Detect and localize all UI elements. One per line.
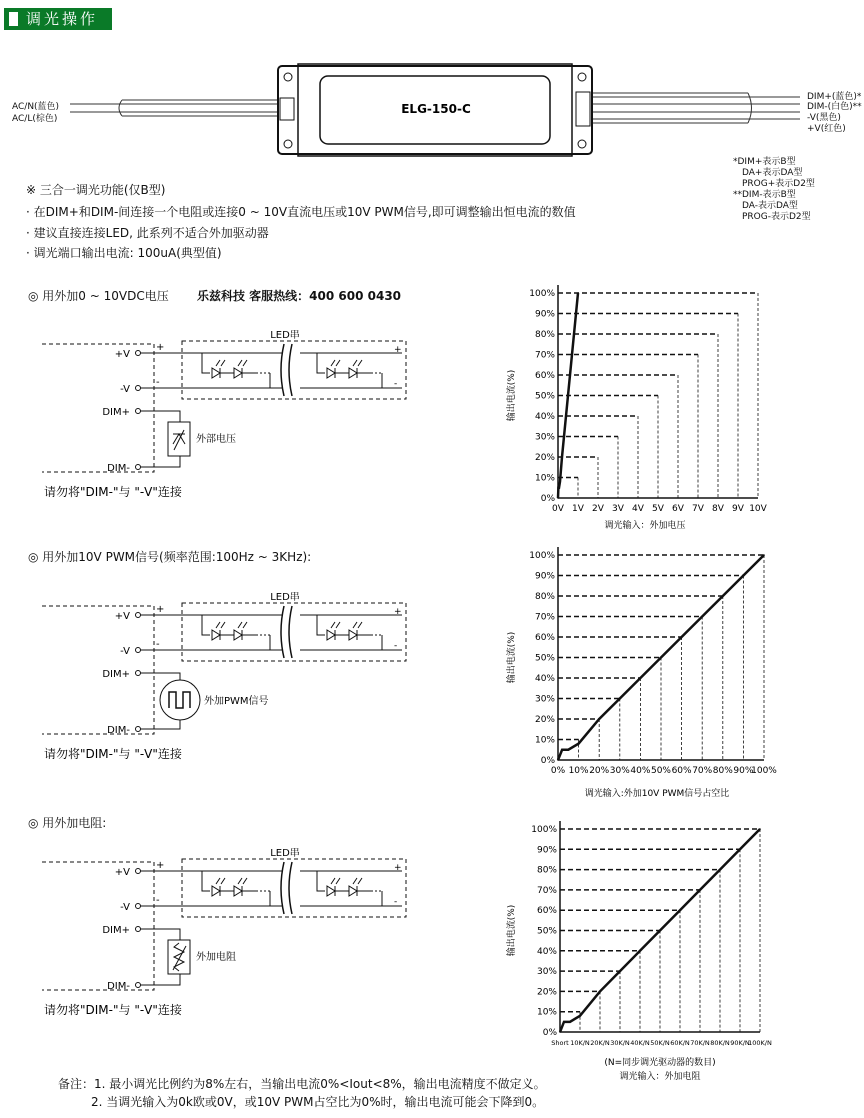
polarity-plus: + bbox=[394, 345, 402, 355]
y-tick-label: 10% bbox=[536, 1007, 557, 1018]
terminal-label-dim-pos: DIM+ bbox=[102, 669, 130, 680]
data-point bbox=[577, 292, 579, 294]
pwm-source-icon bbox=[160, 680, 200, 720]
polarity-minus: - bbox=[156, 377, 160, 388]
led-emission-icon bbox=[238, 622, 247, 628]
x-tick-label: 20% bbox=[589, 766, 610, 776]
wire-label-ac-l: AC/L(棕色) bbox=[12, 114, 58, 124]
break-mark bbox=[281, 862, 292, 914]
led-icon bbox=[212, 368, 220, 378]
y-tick-label: 50% bbox=[536, 926, 557, 937]
source-label: 外加电阻 bbox=[196, 952, 236, 963]
y-tick-label: 70% bbox=[536, 885, 557, 896]
data-point bbox=[557, 497, 559, 499]
chart-pwm-dimming bbox=[500, 545, 790, 801]
data-point bbox=[699, 889, 701, 891]
y-tick-label: 30% bbox=[534, 432, 555, 443]
led-icon bbox=[349, 886, 357, 896]
y-tick-label: 70% bbox=[534, 350, 555, 361]
x-axis-label: 调光输入:外加10V PWM信号占空比 bbox=[584, 789, 730, 799]
y-tick-label: 100% bbox=[531, 825, 557, 835]
y-tick-label: 60% bbox=[534, 633, 555, 643]
data-point bbox=[561, 749, 563, 751]
data-point bbox=[679, 909, 681, 911]
note-line: PROG+表示D2型 bbox=[742, 179, 815, 189]
y-tick-label: 70% bbox=[534, 612, 555, 623]
wire bbox=[202, 615, 210, 635]
data-point bbox=[763, 554, 765, 556]
wire bbox=[140, 411, 180, 422]
y-tick-label: 30% bbox=[534, 694, 555, 705]
note-line: *DIM+表示B型 bbox=[733, 157, 796, 167]
wire-label-dim-neg: DIM-(白色)** bbox=[807, 102, 862, 112]
y-axis-label: 输出电流(%) bbox=[507, 369, 517, 422]
data-point bbox=[579, 1015, 581, 1017]
polarity-plus: + bbox=[156, 342, 165, 353]
feature-item: · 调光端口输出电流: 100uA(典型值) bbox=[26, 246, 222, 260]
led-icon bbox=[327, 630, 335, 640]
note-line: DA+表示DA型 bbox=[742, 168, 803, 178]
data-point bbox=[739, 849, 741, 851]
polarity-plus: + bbox=[394, 607, 402, 617]
terminal-icon bbox=[136, 927, 141, 932]
led-emission-icon bbox=[353, 878, 362, 884]
features-title: ※ 三合一调光功能(仅B型) bbox=[26, 183, 166, 197]
data-point bbox=[659, 930, 661, 932]
data-point bbox=[599, 991, 601, 993]
y-tick-label: 80% bbox=[534, 592, 555, 602]
terminal-icon bbox=[136, 671, 141, 676]
led-emission-icon bbox=[353, 622, 362, 628]
y-tick-label: 100% bbox=[529, 289, 555, 299]
break-mark bbox=[281, 344, 292, 396]
data-point bbox=[568, 749, 570, 751]
x-tick-label: 5V bbox=[652, 504, 664, 514]
section-header bbox=[4, 8, 112, 30]
x-tick-label: 2V bbox=[592, 504, 604, 514]
y-tick-label: 50% bbox=[534, 391, 555, 402]
data-point bbox=[558, 487, 560, 489]
terminal-icon bbox=[136, 351, 141, 356]
led-icon bbox=[234, 630, 242, 640]
section-header-title: 调光操作 bbox=[26, 10, 99, 28]
driver-boundary bbox=[42, 862, 154, 990]
wire bbox=[202, 353, 210, 373]
terminal-label-pos-v: +V bbox=[114, 349, 130, 360]
x-tick-label: 0V bbox=[552, 504, 564, 514]
polarity-minus: - bbox=[394, 641, 398, 651]
data-point bbox=[578, 743, 580, 745]
polarity-plus: + bbox=[156, 604, 165, 615]
data-point bbox=[569, 374, 571, 376]
data-point bbox=[559, 1031, 561, 1033]
led-emission-icon bbox=[238, 360, 247, 366]
x-tick-label: 50K/N bbox=[650, 1039, 670, 1047]
y-tick-label: 0% bbox=[542, 1028, 557, 1038]
x-tick-label: 10% bbox=[568, 766, 589, 776]
data-point bbox=[598, 718, 600, 720]
led-icon bbox=[212, 886, 220, 896]
led-icon bbox=[327, 886, 335, 896]
led-icon bbox=[349, 368, 357, 378]
led-icon bbox=[327, 368, 335, 378]
x-tick-label: 9V bbox=[732, 504, 744, 514]
x-tick-label: 80K/N bbox=[710, 1039, 730, 1047]
x-tick-label: 80% bbox=[712, 766, 733, 776]
led-emission-icon bbox=[331, 878, 340, 884]
data-point bbox=[719, 869, 721, 871]
x-tick-label: 50% bbox=[650, 766, 672, 776]
y-tick-label: 20% bbox=[536, 987, 557, 998]
y-tick-label: 90% bbox=[534, 309, 555, 320]
x-tick-label: 40K/N bbox=[630, 1039, 650, 1047]
data-point bbox=[563, 436, 565, 438]
terminal-icon bbox=[136, 648, 141, 653]
note-line: DA-表示DA型 bbox=[742, 201, 798, 211]
y-tick-label: 90% bbox=[534, 571, 555, 582]
y-tick-label: 20% bbox=[534, 715, 555, 725]
cable-line bbox=[119, 100, 122, 116]
driver-boundary bbox=[42, 606, 154, 734]
terminal-icon bbox=[136, 409, 141, 414]
led-string-label: LED串 bbox=[270, 592, 300, 603]
y-tick-label: 80% bbox=[536, 865, 557, 876]
y-tick-label: 40% bbox=[534, 674, 555, 684]
wire bbox=[317, 353, 325, 373]
data-point bbox=[571, 354, 573, 356]
led-emission-icon bbox=[238, 878, 247, 884]
hotline-text: 乐兹科技 客服热线：400 600 0430 bbox=[197, 289, 402, 303]
x-tick-label: 3V bbox=[612, 504, 624, 514]
footnote: 备注：1. 最小调光比例约为8%左右，当输出电流0%<Iout<8%，输出电流精度不做定义。 bbox=[58, 1077, 546, 1091]
led-emission-icon bbox=[331, 360, 340, 366]
terminal-icon bbox=[136, 465, 141, 470]
resistor-icon bbox=[168, 940, 190, 974]
break-mark bbox=[281, 606, 292, 658]
wire bbox=[140, 929, 180, 940]
led-emission-icon bbox=[216, 622, 225, 628]
x-tick-label: 30K/N bbox=[610, 1039, 630, 1047]
polarity-minus: - bbox=[156, 639, 160, 650]
terminal-label-neg-v: -V bbox=[120, 384, 130, 395]
terminal-label-pos-v: +V bbox=[114, 611, 130, 622]
x-axis-label: 调光输入：外加电压 bbox=[604, 521, 686, 531]
driver-boundary bbox=[42, 344, 154, 472]
x-tick-label: 20K/N bbox=[590, 1039, 610, 1047]
y-tick-label: 10% bbox=[534, 473, 555, 484]
terminal-icon bbox=[136, 869, 141, 874]
wire-label-neg-v: -V(黑色) bbox=[807, 113, 841, 123]
data-point bbox=[619, 970, 621, 972]
warning-text: 请勿将"DIM-"与 "-V"连接 bbox=[44, 747, 182, 761]
led-icon bbox=[234, 886, 242, 896]
warning-text: 请勿将"DIM-"与 "-V"连接 bbox=[44, 485, 182, 499]
y-axis-label: 输出电流(%) bbox=[507, 631, 517, 684]
data-point bbox=[722, 595, 724, 597]
section-title: ◎ 用外加0 ~ 10VDC电压 bbox=[28, 289, 169, 303]
terminal-label-pos-v: +V bbox=[114, 867, 130, 878]
terminal-label-neg-v: -V bbox=[120, 646, 130, 657]
x-tick-label: 70% bbox=[692, 766, 713, 776]
warning-text: 请勿将"DIM-"与 "-V"连接 bbox=[44, 1003, 182, 1017]
chart-voltage-dimming bbox=[500, 282, 790, 532]
x-tick-label: 30% bbox=[609, 766, 630, 776]
dimming-circuit bbox=[30, 848, 450, 1048]
led-emission-icon bbox=[216, 878, 225, 884]
y-tick-label: 30% bbox=[536, 967, 557, 978]
data-point bbox=[559, 481, 561, 483]
x-tick-label: 0% bbox=[550, 766, 566, 776]
dimming-circuit bbox=[30, 330, 450, 530]
data-point bbox=[565, 415, 567, 417]
note-line: PROG-表示D2型 bbox=[742, 212, 811, 222]
source-label: 外部电压 bbox=[196, 434, 236, 445]
x-tick-label: Short bbox=[551, 1039, 569, 1047]
terminal-icon bbox=[136, 904, 141, 909]
data-point bbox=[759, 828, 761, 830]
polarity-plus: + bbox=[156, 860, 165, 871]
y-tick-label: 40% bbox=[536, 946, 557, 957]
y-tick-label: 10% bbox=[534, 735, 555, 746]
x-tick-label: 40% bbox=[630, 766, 651, 776]
data-point bbox=[640, 677, 642, 679]
x-axis-note: (N=同步调光驱动器的数目) bbox=[604, 1058, 716, 1068]
polarity-minus: - bbox=[394, 379, 398, 389]
x-tick-label: 90K/N bbox=[730, 1039, 750, 1047]
x-tick-label: 70K/N bbox=[690, 1039, 710, 1047]
x-tick-label: 60% bbox=[671, 766, 692, 776]
y-tick-label: 0% bbox=[540, 756, 555, 766]
y-tick-label: 100% bbox=[529, 551, 555, 561]
data-point bbox=[575, 313, 577, 315]
led-emission-icon bbox=[216, 360, 225, 366]
y-axis-label: 输出电流(%) bbox=[507, 904, 517, 957]
led-icon bbox=[212, 630, 220, 640]
x-tick-label: 90% bbox=[733, 766, 754, 776]
y-tick-label: 50% bbox=[534, 653, 555, 664]
y-tick-label: 40% bbox=[534, 412, 555, 422]
data-point bbox=[660, 657, 662, 659]
x-tick-label: 1V bbox=[572, 504, 584, 514]
note-line: **DIM-表示B型 bbox=[733, 190, 796, 200]
terminal-label-dim-neg: DIM- bbox=[107, 981, 130, 992]
model-label: ELG-150-C bbox=[401, 102, 471, 116]
feature-item: · 在DIM+和DIM-间连接一个电阻或连接0 ~ 10V直流电压或10V PWM信号,即可调整输出恒电流的数值 bbox=[26, 205, 576, 219]
led-icon bbox=[349, 630, 357, 640]
polarity-minus: - bbox=[394, 897, 398, 907]
wire bbox=[202, 871, 210, 891]
data-point bbox=[573, 333, 575, 335]
x-tick-label: 10V bbox=[749, 504, 767, 514]
terminal-icon bbox=[136, 727, 141, 732]
led-emission-icon bbox=[331, 622, 340, 628]
section-title: ◎ 用外加电阻: bbox=[28, 816, 107, 830]
wire-label-pos-v: +V(红色) bbox=[807, 124, 846, 134]
data-point bbox=[563, 1021, 565, 1023]
x-tick-label: 7V bbox=[692, 504, 704, 514]
y-tick-label: 20% bbox=[534, 453, 555, 463]
x-tick-label: 100K/N bbox=[748, 1039, 772, 1047]
data-point bbox=[619, 698, 621, 700]
x-tick-label: 8V bbox=[712, 504, 724, 514]
data-point bbox=[561, 456, 563, 458]
led-string-label: LED串 bbox=[270, 330, 300, 341]
data-point bbox=[681, 636, 683, 638]
polarity-plus: + bbox=[394, 863, 402, 873]
data-point bbox=[639, 950, 641, 952]
x-tick-label: 4V bbox=[632, 504, 644, 514]
terminal-icon bbox=[136, 386, 141, 391]
header-marker-icon bbox=[9, 12, 18, 26]
x-tick-label: 60K/N bbox=[670, 1039, 690, 1047]
data-point bbox=[567, 395, 569, 397]
wire-label-dim-pos: DIM+(蓝色)* bbox=[807, 92, 862, 102]
data-point bbox=[557, 759, 559, 761]
x-tick-label: 100% bbox=[751, 766, 777, 776]
feature-item: · 建议直接连接LED, 此系列不适合外加驱动器 bbox=[26, 226, 269, 240]
led-string-label: LED串 bbox=[270, 848, 300, 859]
terminal-label-dim-neg: DIM- bbox=[107, 463, 130, 474]
wire bbox=[317, 615, 325, 635]
y-tick-label: 0% bbox=[540, 494, 555, 504]
wire-label-ac-n: AC/N(蓝色) bbox=[12, 102, 60, 112]
chart-resistance-dimming bbox=[500, 818, 790, 1088]
section-title: ◎ 用外加10V PWM信号(频率范围:100Hz ~ 3KHz): bbox=[28, 550, 312, 564]
terminal-label-dim-pos: DIM+ bbox=[102, 407, 130, 418]
terminal-label-dim-neg: DIM- bbox=[107, 725, 130, 736]
terminal-icon bbox=[136, 613, 141, 618]
led-icon bbox=[234, 368, 242, 378]
x-axis-label: 调光输入：外加电阻 bbox=[619, 1072, 701, 1082]
x-tick-label: 10K/N bbox=[570, 1039, 590, 1047]
data-point bbox=[569, 1021, 571, 1023]
dimming-circuit bbox=[30, 592, 450, 792]
y-tick-label: 90% bbox=[536, 845, 557, 856]
led-emission-icon bbox=[353, 360, 362, 366]
wire bbox=[317, 871, 325, 891]
y-tick-label: 60% bbox=[536, 906, 557, 917]
terminal-label-dim-pos: DIM+ bbox=[102, 925, 130, 936]
source-label: 外加PWM信号 bbox=[204, 696, 269, 707]
terminal-icon bbox=[136, 983, 141, 988]
data-point bbox=[701, 616, 703, 618]
y-tick-label: 80% bbox=[534, 330, 555, 340]
terminal-label-neg-v: -V bbox=[120, 902, 130, 913]
data-point bbox=[743, 575, 745, 577]
footnote: 2. 当调光输入为0k欧或0V，或10V PWM占空比为0%时，输出电流可能会下降到0。 bbox=[91, 1095, 545, 1109]
y-tick-label: 60% bbox=[534, 371, 555, 381]
x-tick-label: 6V bbox=[672, 504, 684, 514]
polarity-minus: - bbox=[156, 895, 160, 906]
